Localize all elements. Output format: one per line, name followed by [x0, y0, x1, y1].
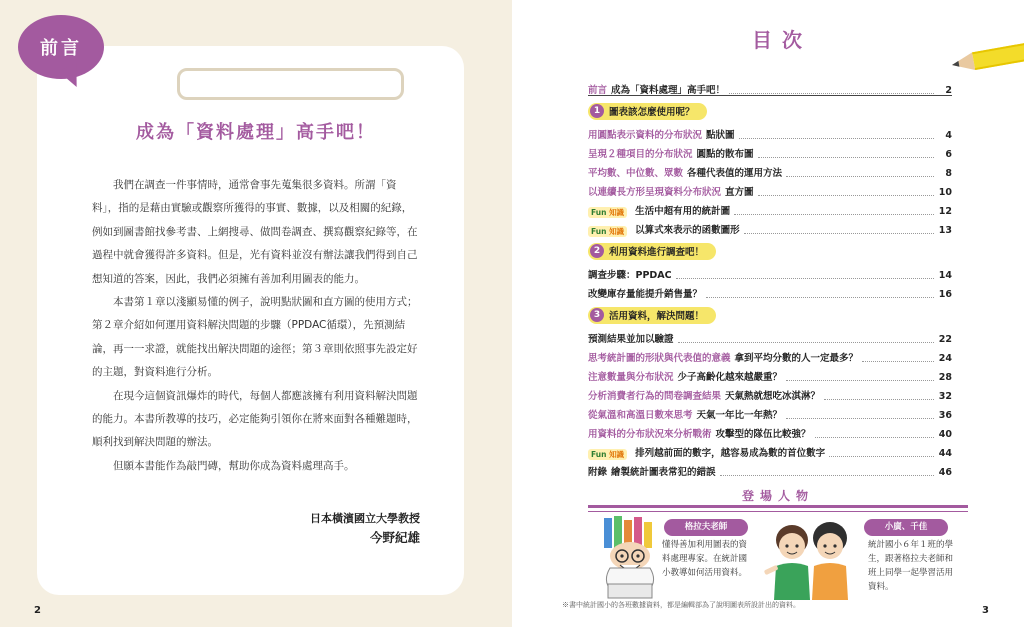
- students-illustration: [760, 516, 860, 600]
- cast-divider: [588, 505, 968, 512]
- toc-entry-page: 13: [938, 225, 952, 236]
- toc-entry[interactable]: [588, 441, 952, 460]
- preface-paragraph: 我們在調查一件事情時，通常會事先蒐集很多資料。所謂「資料」，指的是藉由實驗或觀察所獲得的事實、數據，以及相關的紀錄，例如到圖書館找參考書、上網搜尋、做問卷調查、撰寫觀察紀錄等，在過程中就會獲得許多資料。但是，光有資料並沒有辦法讓我們得到自己想知道的答案，因此，我們必須擁有善加利用圖表的能力。: [92, 179, 418, 285]
- fun-badge-suffix: 知識: [609, 450, 625, 459]
- toc-entry-title: 預測結果並加以驗證: [588, 334, 674, 345]
- page-number-right: 3: [982, 605, 989, 616]
- toc-entry-title: 攻擊型的隊伍比較強？: [715, 429, 811, 440]
- preface-title: 成為「資料處理」高手吧！: [136, 122, 376, 143]
- toc-entry-title: 少子高齡化越來越嚴重？: [677, 372, 783, 383]
- toc-entry-page: 40: [938, 429, 952, 440]
- toc-entry-page: 28: [938, 372, 952, 383]
- toc-section-label: 利用資料進行調查吧！: [609, 247, 705, 258]
- toc-entry-chapter: 注意數量與分布狀況: [588, 372, 674, 383]
- toc-leader-dots: [720, 475, 934, 476]
- fun-badge-label: Fun: [591, 227, 607, 236]
- table-of-contents: [588, 78, 952, 479]
- toc-entry[interactable]: [588, 327, 952, 346]
- author-name: 今野紀雄: [369, 530, 420, 545]
- toc-entry-title: 改變庫存量能提升銷售量？: [588, 289, 703, 300]
- toc-section-header: [588, 99, 952, 123]
- toc-leader-dots: [678, 342, 934, 343]
- toc-title: 目次: [752, 28, 812, 52]
- toc-entry[interactable]: [588, 180, 952, 199]
- toc-leader-dots: [729, 93, 934, 94]
- toc-entry-chapter: 呈現２種項目的分布狀況: [588, 149, 693, 160]
- fun-knowledge-badge: [588, 226, 627, 237]
- toc-entry-page: 44: [938, 448, 952, 459]
- fun-knowledge-badge: [588, 449, 627, 460]
- preface-paragraph: 在現今這個資訊爆炸的時代，每個人都應該擁有利用資料解決問題的能力。本書所教導的技巧，必定能夠引領你在將來面對各種難題時，順利找到解決問題的辦法。: [92, 389, 418, 449]
- toc-leader-dots: [706, 297, 934, 298]
- fun-badge-label: Fun: [591, 450, 607, 459]
- preface-badge: 前言: [40, 38, 82, 59]
- toc-entry-page: 46: [938, 467, 952, 478]
- toc-entry[interactable]: [588, 422, 952, 441]
- teacher-illustration: [594, 516, 666, 600]
- toc-entry-chapter: 用圓點表示資料的分布狀況: [588, 130, 703, 141]
- cast-title: 登場人物: [741, 489, 814, 503]
- toc-entry-title: 排列越前面的數字，越容易成為數的首位數字: [635, 448, 826, 459]
- toc-entry[interactable]: [588, 384, 952, 403]
- toc-leader-dots: [676, 278, 934, 279]
- toc-entry-title: 點狀圖: [706, 130, 735, 141]
- toc-entry[interactable]: [588, 123, 952, 142]
- toc-entry-page: 8: [945, 168, 952, 179]
- toc-leader-dots: [786, 380, 934, 381]
- toc-entry[interactable]: [588, 403, 952, 422]
- toc-section-header: [588, 303, 952, 327]
- toc-entry[interactable]: [588, 346, 952, 365]
- toc-entry-page: 4: [945, 130, 952, 141]
- toc-leader-dots: [739, 138, 934, 139]
- toc-entry-title: 圓點的散布圖: [696, 149, 754, 160]
- fun-knowledge-badge: [588, 207, 627, 218]
- toc-leader-dots: [734, 214, 934, 215]
- toc-leader-dots: [862, 361, 934, 362]
- character-name-teacher: 格拉夫老師: [664, 519, 748, 536]
- preface-paragraph: 但願本書能作為敲門磚，幫助你成為資料處理高手。: [113, 459, 355, 472]
- toc-entry[interactable]: [588, 218, 952, 237]
- toc-entry-chapter: 平均數、中位數、眾數: [588, 168, 684, 179]
- toc-leader-dots: [758, 157, 934, 158]
- toc-entry[interactable]: [588, 263, 952, 282]
- toc-entry-page: 10: [938, 187, 952, 198]
- toc-entry-title: 天氣一年比一年熱？: [696, 410, 783, 421]
- character-desc-teacher: 懂得善加利用圖表的資料處理專家。在統計國小教導如何活用資料。: [662, 540, 748, 578]
- toc-section-pill: [588, 243, 716, 260]
- toc-entry-page: 32: [938, 391, 952, 402]
- toc-leader-dots: [786, 418, 934, 419]
- toc-leader-dots: [815, 437, 934, 438]
- character-desc-students: 統計國小６年１班的學生，跟著格拉夫老師和班上同學一起學習活用資料。: [868, 540, 954, 592]
- toc-entry-page: 16: [938, 289, 952, 300]
- author-affiliation: 日本橫濱國立大學教授: [310, 512, 420, 525]
- toc-entry-title: 直方圖: [725, 187, 754, 198]
- toc-leader-dots: [758, 195, 934, 196]
- toc-leader-dots: [824, 399, 934, 400]
- toc-entry-page: 12: [938, 206, 952, 217]
- toc-entry-chapter: 以連續長方形呈現資料分布狀況: [588, 187, 722, 198]
- toc-entry-title: 成為「資料處理」高手吧！: [611, 85, 726, 96]
- preface-paragraph: 本書第１章以淺顯易懂的例子，說明點狀圖和直方圖的使用方式；第２章介紹如何運用資料解決問題的步驟（PPDAC循環），先預測結論，再一一求證，就能找出解決問題的途徑；第３章則依照事先設定好的主題，對資料進行分析。: [92, 296, 418, 379]
- toc-leader-dots: [829, 456, 934, 457]
- toc-entry-chapter: 分析消費者行為的問卷調查結果: [588, 391, 722, 402]
- toc-entry[interactable]: [588, 282, 952, 301]
- toc-section-label: 活用資料，解決問題！: [609, 311, 705, 322]
- toc-entry-preface[interactable]: [588, 78, 952, 97]
- toc-entry[interactable]: [588, 142, 952, 161]
- toc-leader-dots: [744, 233, 934, 234]
- toc-leader-dots: [786, 176, 934, 177]
- toc-entry-title: 以算式來表示的函數圖形: [635, 225, 740, 236]
- right-page: [512, 0, 1024, 627]
- toc-entry-chapter: 用資料的分布狀況來分析戰術: [588, 429, 712, 440]
- toc-section-header: [588, 239, 952, 263]
- toc-entry[interactable]: [588, 365, 952, 384]
- toc-entry-page: 14: [938, 270, 952, 281]
- toc-entry[interactable]: [588, 161, 952, 180]
- toc-entry[interactable]: [588, 460, 952, 479]
- fun-badge-label: Fun: [591, 208, 607, 217]
- toc-entry-page: 2: [945, 85, 952, 96]
- footnote: ※書中統計國小的各班數據資料，都是編輯部為了說明圖表所設計出的資料。: [562, 601, 800, 609]
- toc-entry-title: 繪製統計圖表常犯的錯誤: [611, 467, 716, 478]
- fun-badge-suffix: 知識: [609, 208, 625, 217]
- clipboard-clip: [177, 68, 404, 100]
- toc-entry-prefix: 前言: [588, 85, 608, 96]
- toc-section-number: 1: [590, 104, 604, 118]
- toc-section-number: 2: [590, 244, 604, 258]
- toc-entry[interactable]: [588, 199, 952, 218]
- page-number-left: 2: [34, 605, 41, 616]
- fun-badge-suffix: 知識: [609, 227, 625, 236]
- toc-entry-chapter: 從氣溫和高溫日數來思考: [588, 410, 693, 421]
- toc-entry-page: 22: [938, 334, 952, 345]
- toc-entry-page: 6: [945, 149, 952, 160]
- toc-entry-title: 生活中超有用的統計圖: [635, 206, 731, 217]
- toc-section-pill: [588, 103, 707, 120]
- toc-section-pill: [588, 307, 716, 324]
- toc-section-label: 圖表該怎麼使用呢？: [609, 107, 695, 118]
- toc-entry-title: 天氣熱就想吃冰淇淋？: [725, 391, 821, 402]
- toc-entry-title: 調查步驟：PPDAC: [588, 270, 672, 281]
- toc-entry-title: 各種代表值的運用方法: [687, 168, 783, 179]
- toc-entry-chapter: 思考統計圖的形狀與代表值的意義: [588, 353, 731, 364]
- preface-body: [92, 174, 422, 478]
- toc-section-number: 3: [590, 308, 604, 322]
- character-name-students: 小廣、千佳: [864, 519, 948, 536]
- toc-entry-chapter: 附錄: [588, 467, 608, 478]
- toc-entry-page: 24: [938, 353, 952, 364]
- toc-entry-page: 36: [938, 410, 952, 421]
- toc-entry-title: 拿到平均分數的人一定最多？: [734, 353, 859, 364]
